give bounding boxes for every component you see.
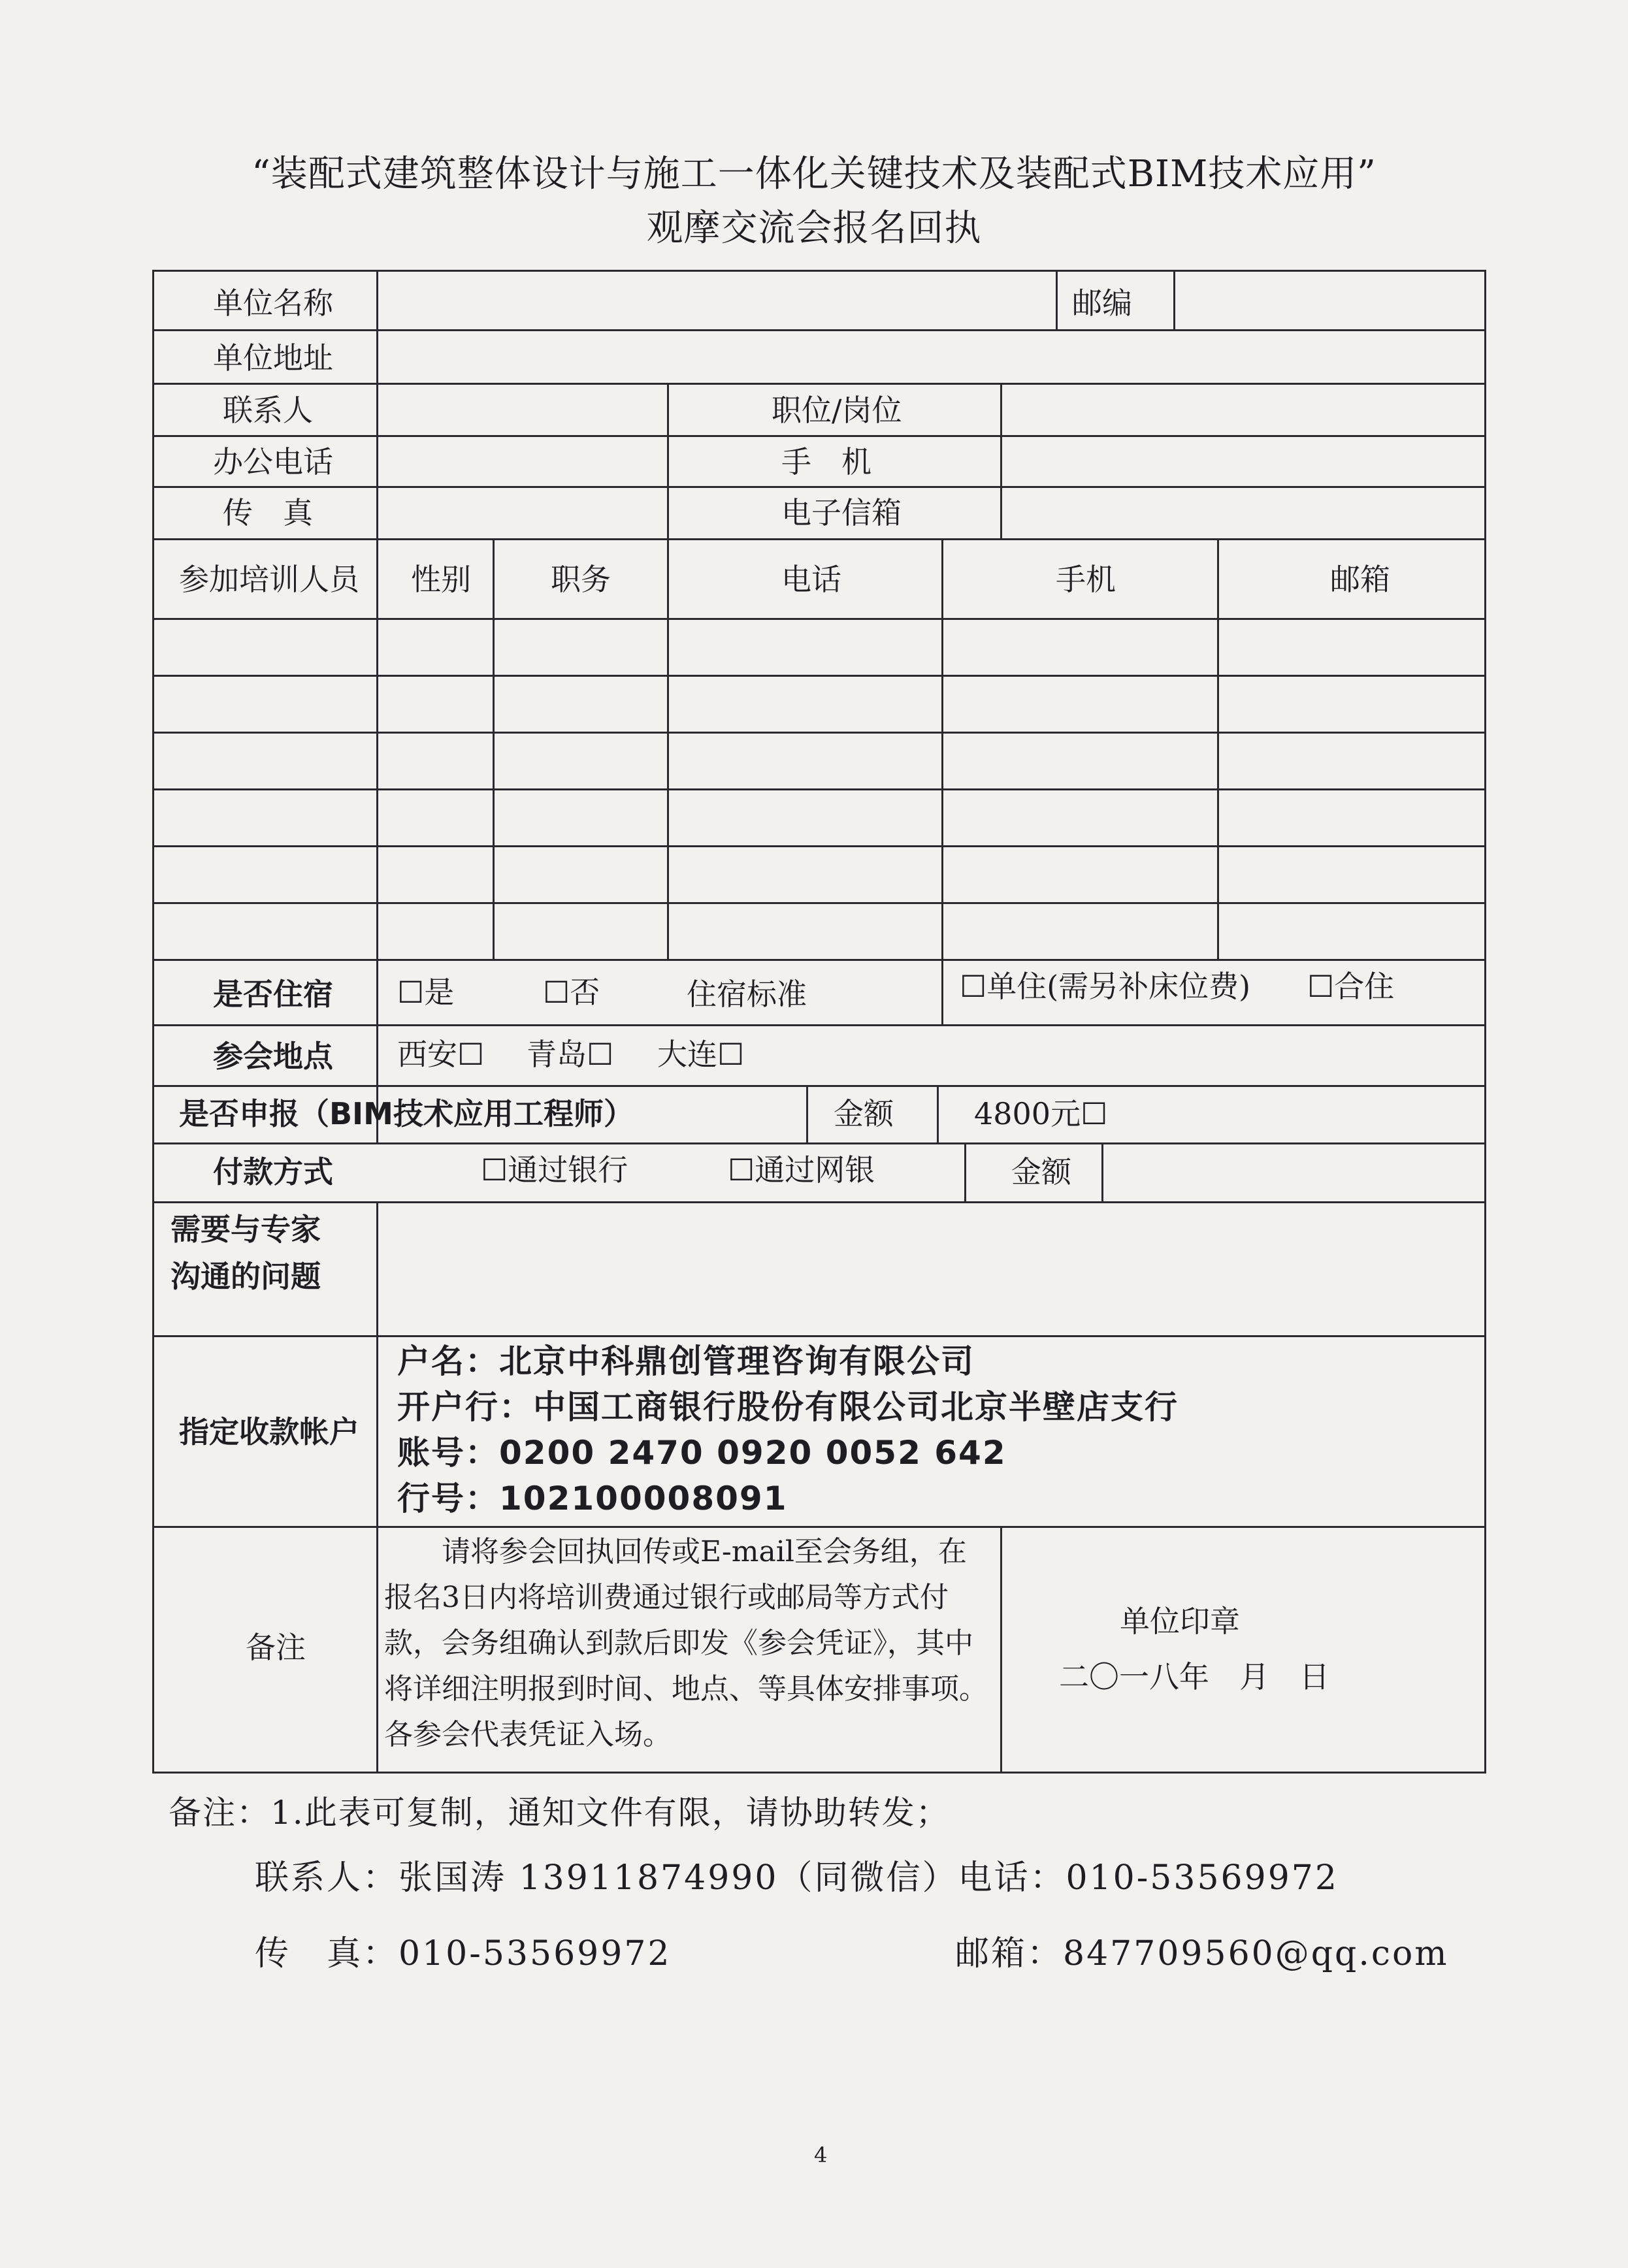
account-code: 行号：102100008091 <box>397 1480 788 1517</box>
payment-amount-label: 金额 <box>1011 1154 1071 1190</box>
venue-dalian-checkbox[interactable]: 大连☐ <box>657 1037 745 1072</box>
footer-contact: 联系人：张国涛 13911874990（同微信）电话：010-53569972 <box>255 1858 1339 1898</box>
mobile-header: 手机 <box>1056 562 1116 597</box>
fax-label: 传 真 <box>223 495 313 530</box>
venue-xian-checkbox[interactable]: 西安☐ <box>397 1037 485 1072</box>
lodging-no-checkbox[interactable]: ☐否 <box>543 975 600 1010</box>
declare-label: 是否申报（BIM技术应用工程师） <box>179 1096 634 1131</box>
single-room-checkbox[interactable]: ☐单住(需另补床位费) <box>960 969 1251 1004</box>
phone-header: 电话 <box>781 562 841 597</box>
account-name: 户名：北京中科鼎创管理咨询有限公司 <box>397 1342 975 1380</box>
lodging-label: 是否住宿 <box>213 977 333 1012</box>
registration-form-table <box>152 270 1486 1774</box>
postcode-label: 邮编 <box>1072 285 1132 321</box>
position-label: 职位/岗位 <box>772 393 902 428</box>
seal-label: 单位印章 <box>1120 1604 1240 1639</box>
remarks-label: 备注 <box>246 1630 306 1665</box>
mobile-label: 手 机 <box>781 444 871 479</box>
declare-amount-label: 金额 <box>834 1096 894 1131</box>
unit-address-label: 单位地址 <box>213 340 333 376</box>
questions-label-line2: 沟通的问题 <box>171 1259 321 1294</box>
email-header: 邮箱 <box>1330 562 1390 597</box>
account-label: 指定收款帐户 <box>179 1414 359 1450</box>
payment-label: 付款方式 <box>213 1154 333 1190</box>
account-number: 账号：0200 2470 0920 0052 642 <box>397 1434 1007 1472</box>
shared-room-checkbox[interactable]: ☐合住 <box>1307 969 1395 1004</box>
date-label: 二〇一八年 月 日 <box>1059 1659 1329 1694</box>
form-title-line1: “装配式建筑整体设计与施工一体化关键技术及装配式BIM技术应用” <box>252 153 1376 195</box>
lodging-yes-checkbox[interactable]: ☐是 <box>397 975 455 1010</box>
email-label: 电子信箱 <box>781 495 902 530</box>
questions-label-line1: 需要与专家 <box>171 1212 321 1247</box>
page-number: 4 <box>814 2143 828 2167</box>
footer-note: 备注：1.此表可复制，通知文件有限，请协助转发； <box>169 1794 950 1832</box>
footer-fax: 传 真：010-53569972 <box>255 1934 672 1973</box>
declare-4800-checkbox[interactable]: 4800元☐ <box>974 1096 1108 1131</box>
lodging-standard-label: 住宿标准 <box>687 977 807 1012</box>
footer-email: 邮箱：847709560@qq.com <box>955 1934 1449 1973</box>
form-title-line2: 观摩交流会报名回执 <box>646 207 982 250</box>
pay-online-checkbox[interactable]: ☐通过网银 <box>728 1152 875 1188</box>
venue-qingdao-checkbox[interactable]: 青岛☐ <box>527 1037 614 1072</box>
account-bank: 开户行：中国工商银行股份有限公司北京半壁店支行 <box>397 1388 1179 1426</box>
remarks-text: 请将参会回执回传或E-mail至会务组，在报名3日内将培训费通过银行或邮局等方式付款，会务组确认到款后即发《参会凭证》，其中将详细注明报到时间、地点、等具体安排事项。各参会代表凭证入场。 <box>384 1535 988 1751</box>
contact-label: 联系人 <box>223 393 313 428</box>
gender-header: 性别 <box>411 562 471 597</box>
venue-label: 参会地点 <box>213 1039 333 1074</box>
unit-name-label: 单位名称 <box>213 285 333 321</box>
pay-bank-checkbox[interactable]: ☐通过银行 <box>481 1152 628 1188</box>
participant-header: 参加培训人员 <box>179 562 359 597</box>
title-header: 职务 <box>551 562 611 597</box>
office-phone-label: 办公电话 <box>213 444 333 479</box>
